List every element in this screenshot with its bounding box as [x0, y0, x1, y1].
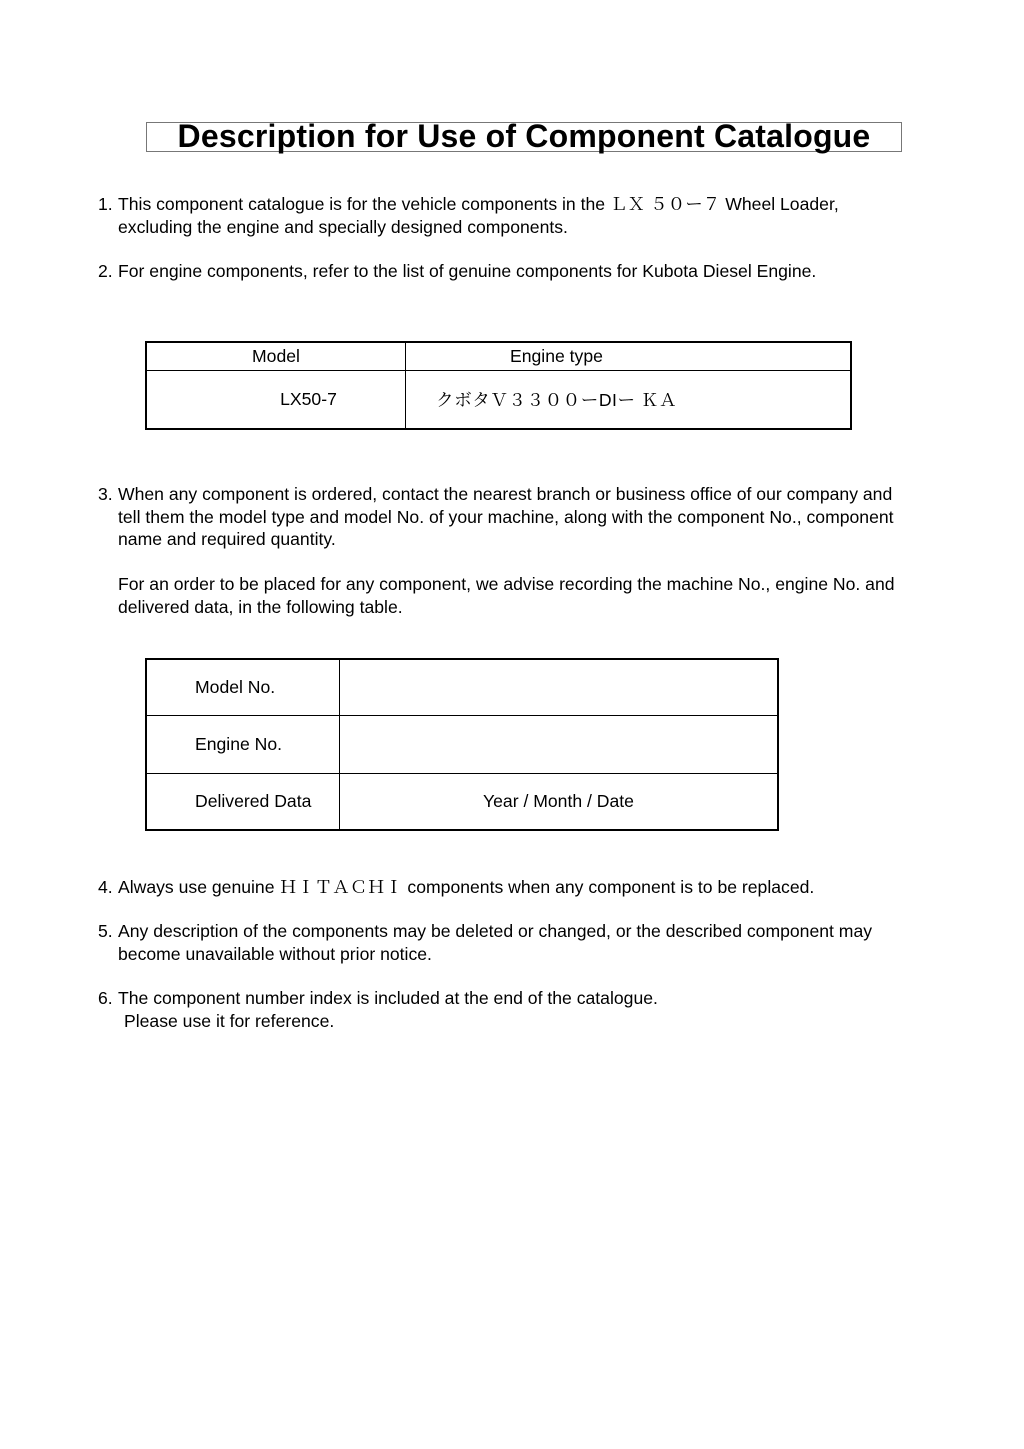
item-text: Always use genuine ＨＩＴＡＣＨＩ components when any component is to be replaced.	[118, 877, 815, 897]
item-text: When any component is ordered, contact the nearest branch or business office of our company and	[118, 484, 893, 504]
item-text: For engine components, refer to the list of genuine components for Kubota Diesel Engine.	[118, 261, 817, 281]
title-box	[146, 118, 902, 154]
list-item-4	[98, 876, 958, 899]
table-row	[146, 371, 851, 430]
item-text: delivered data, in the following table.	[118, 596, 403, 617]
table-header-row	[146, 342, 851, 371]
model-value: LX50-7	[146, 371, 406, 430]
item-number: 1.	[98, 194, 113, 214]
header-model: Model	[146, 342, 406, 371]
delivered-data-field[interactable]: Year / Month / Date	[340, 774, 779, 831]
item-number: 5.	[98, 921, 113, 941]
list-item-2	[98, 260, 958, 283]
list-item-1	[98, 193, 958, 238]
item-text: excluding the engine and specially designed components.	[118, 216, 568, 237]
list-item-5	[98, 920, 958, 965]
table-row	[146, 659, 778, 716]
list-item-6	[98, 987, 958, 1032]
engine-no-label: Engine No.	[146, 716, 340, 774]
model-no-label: Model No.	[146, 659, 340, 716]
header-engine-type: Engine type	[406, 342, 852, 371]
item-text: name and required quantity.	[118, 529, 336, 549]
list-item-3	[98, 483, 958, 618]
item-text: tell them the model type and model No. of your machine, along with the component No., component	[118, 506, 894, 527]
item-number: 4.	[98, 877, 113, 897]
item-text: This component catalogue is for the vehicle components in the ＬＸ ５０ー７ Wheel Loader,	[118, 194, 839, 214]
item-text: Please use it for reference.	[124, 1010, 335, 1031]
page-title: Description for Use of Component Catalogue	[177, 118, 871, 154]
item-text: The component number index is included at the end of the catalogue.	[118, 988, 658, 1008]
item-text: Any description of the components may be deleted or changed, or the described component may	[118, 921, 873, 941]
table-row	[146, 716, 778, 774]
model-no-field[interactable]	[340, 659, 779, 716]
item-number: 6.	[98, 988, 113, 1008]
item-text: For an order to be placed for any component, we advise recording the machine No., engine No. and	[118, 574, 895, 594]
table-row	[146, 774, 778, 831]
engine-type-value: クボタＶ３３００ーDIー ＫＡ	[406, 371, 852, 430]
item-number: 3.	[98, 484, 113, 504]
delivered-data-label: Delivered Data	[146, 774, 340, 831]
machine-record-table	[145, 658, 779, 831]
engine-type-table	[145, 341, 852, 430]
item-text: become unavailable without prior notice.	[118, 943, 432, 964]
engine-no-field[interactable]	[340, 716, 779, 774]
item-number: 2.	[98, 261, 113, 281]
